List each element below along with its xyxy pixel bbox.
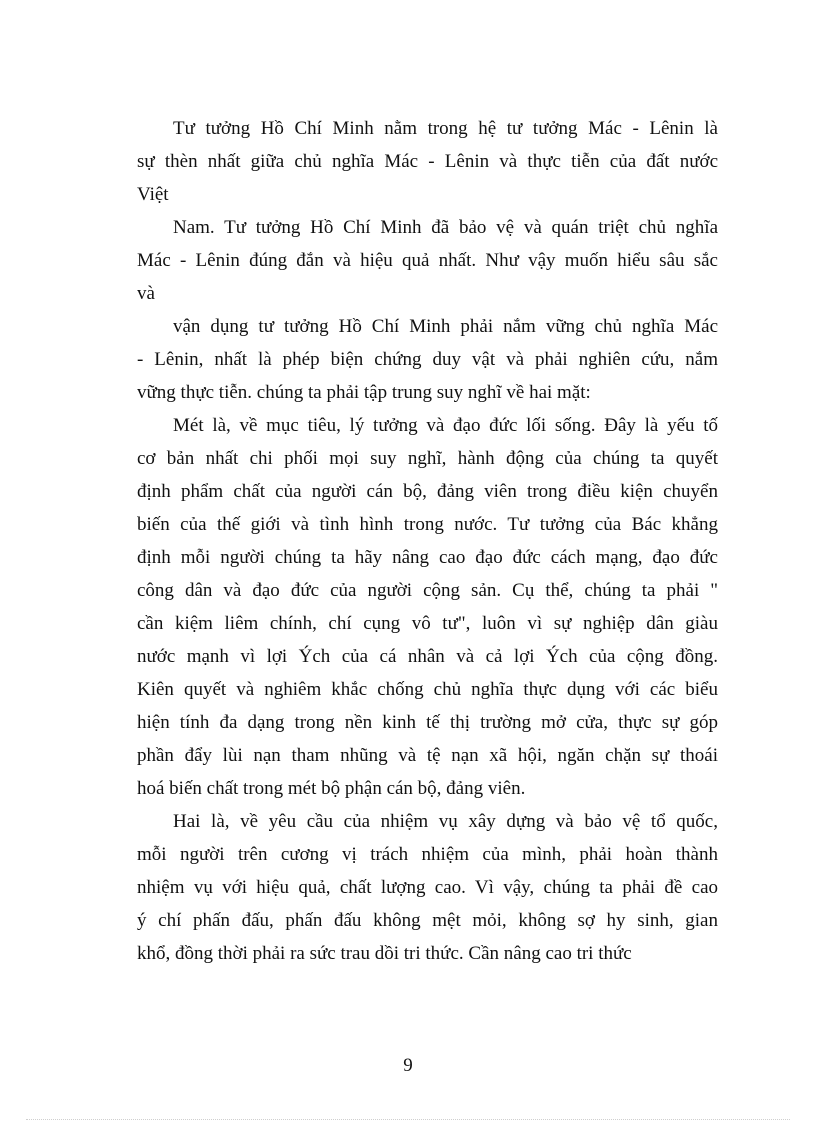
- text-line: ý chí phấn đấu, phấn đấu không mệt mỏi, không sợ hy sinh, gian: [137, 910, 718, 931]
- text-line: hiện tính đa dạng trong nền kinh tế thị trường mở cửa, thực sự góp: [137, 712, 718, 733]
- text-line: Kiên quyết và nghiêm khắc chống chủ nghĩa thực dụng với các biểu: [137, 679, 718, 700]
- text-line: Hai là, về yêu cầu của nhiệm vụ xây dựng và bảo vệ tổ quốc,: [173, 811, 718, 832]
- page-number: 9: [403, 1055, 413, 1076]
- text-line: cơ bản nhất chi phối mọi suy nghĩ, hành động của chúng ta quyết: [137, 448, 718, 469]
- text-line: công dân và đạo đức của người cộng sản. Cụ thể, chúng ta phải ": [137, 580, 718, 601]
- text-line: Mét là, về mục tiêu, lý tưởng và đạo đức lối sống. Đây là yếu tố: [173, 415, 718, 436]
- text-line: định phẩm chất của người cán bộ, đảng viên trong điều kiện chuyển: [137, 481, 718, 502]
- text-line: cần kiệm liêm chính, chí cụng vô tư", luôn vì sự nghiệp dân giàu: [137, 613, 718, 634]
- text-line: - Lênin, nhất là phép biện chứng duy vật và phải nghiên cứu, nắm: [137, 349, 718, 370]
- text-line: định mỗi người chúng ta hãy nâng cao đạo đức cách mạng, đạo đức: [137, 547, 718, 568]
- text-line: biến của thế giới và tình hình trong nước. Tư tưởng của Bác khẳng: [137, 514, 718, 535]
- text-line: phần đẩy lùi nạn tham nhũng và tệ nạn xã hội, ngăn chặn sự thoái: [137, 745, 718, 766]
- footer-dotted-rule: [26, 1119, 790, 1120]
- text-line: Việt: [137, 184, 169, 205]
- text-line: nhiệm vụ với hiệu quả, chất lượng cao. Vì vậy, chúng ta phải đề cao: [137, 877, 718, 898]
- text-line: Nam. Tư tưởng Hồ Chí Minh đã bảo vệ và quán triệt chủ nghĩa: [173, 217, 718, 238]
- text-line: vững thực tiễn. chúng ta phải tập trung suy nghĩ về hai mặt:: [137, 382, 591, 403]
- text-line: Mác - Lênin đúng đắn và hiệu quả nhất. Như vậy muốn hiểu sâu sắc: [137, 250, 718, 271]
- text-line: nước mạnh vì lợi Ých của cá nhân và cả lợi Ých của cộng đồng.: [137, 646, 718, 667]
- text-line: khổ, đồng thời phải ra sức trau dồi tri thức. Cần nâng cao tri thức: [137, 943, 632, 964]
- text-line: mỗi người trên cương vị trách nhiệm của mình, phải hoàn thành: [137, 844, 718, 865]
- text-line: Tư tưởng Hồ Chí Minh nằm trong hệ tư tưởng Mác - Lênin là: [173, 118, 718, 139]
- body-text: [137, 112, 718, 970]
- text-line: vận dụng tư tưởng Hồ Chí Minh phải nắm vững chủ nghĩa Mác: [173, 316, 718, 337]
- text-line: sự thèn nhất giữa chủ nghĩa Mác - Lênin và thực tiễn của đất nước: [137, 151, 718, 172]
- text-line: hoá biến chất trong mét bộ phận cán bộ, đảng viên.: [137, 778, 526, 799]
- text-line: và: [137, 283, 155, 304]
